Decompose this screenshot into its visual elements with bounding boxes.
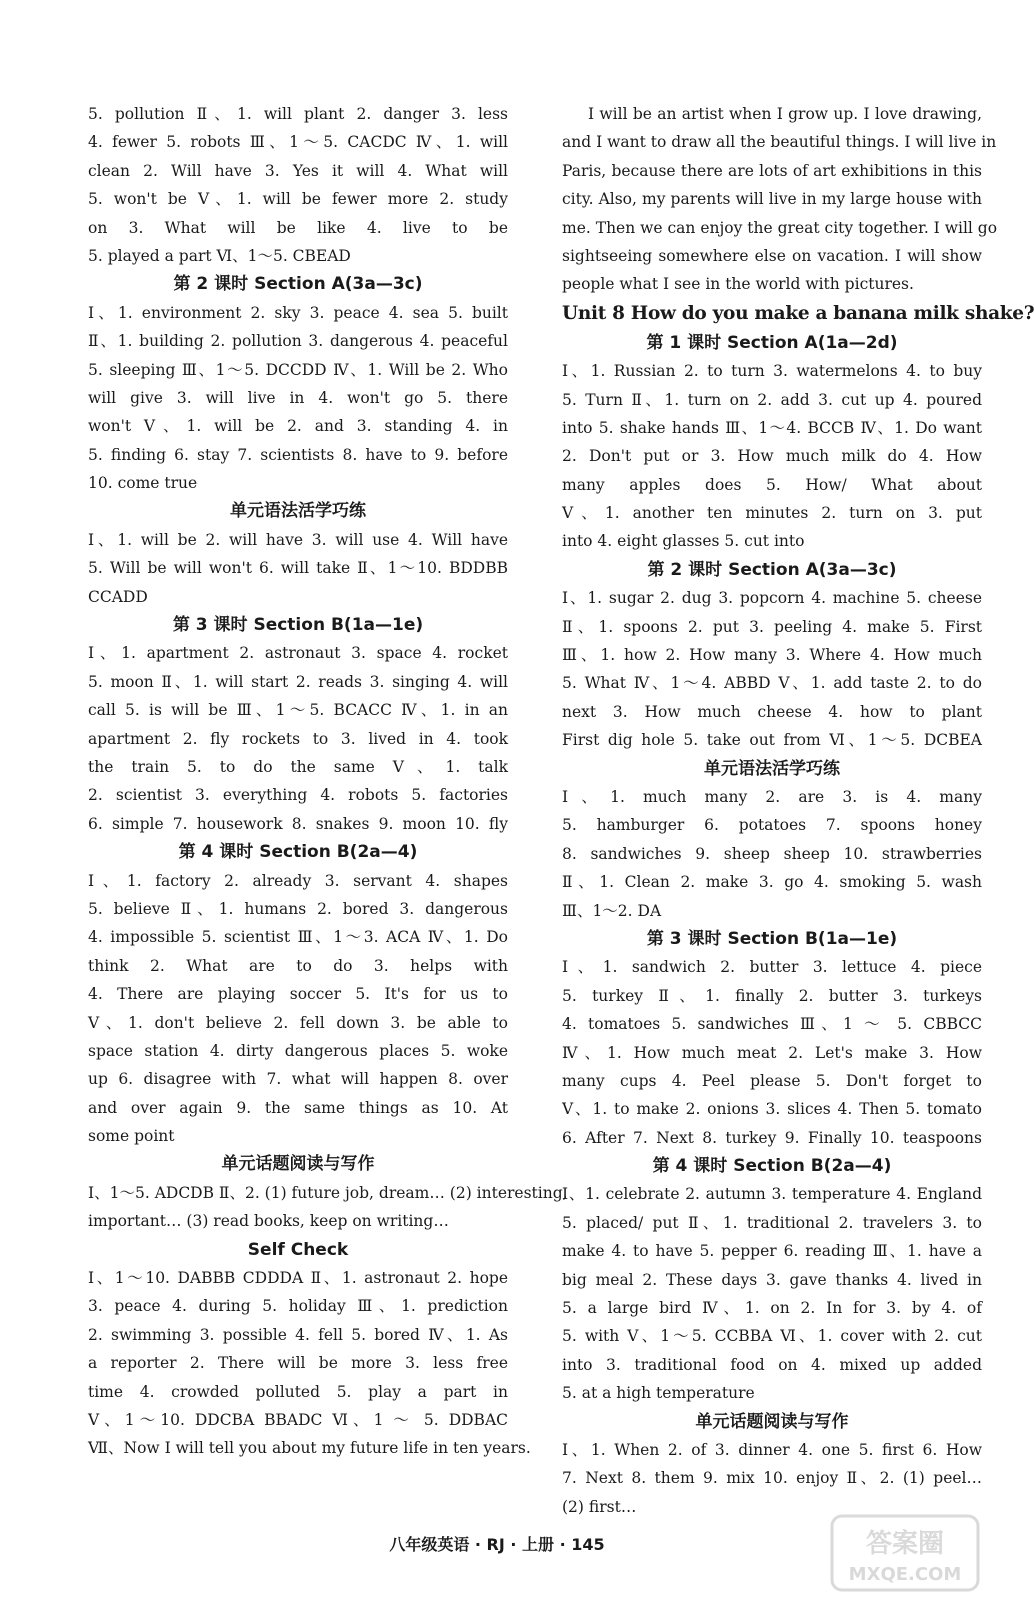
right-answer-line: 7. Next 8. them 9. mix 10. enjoy Ⅱ、2. (1) peel… [562,1469,982,1488]
right-answer-line: many cups 4. Peel please 5. Don't forget to [562,1071,982,1090]
left-answer-line: clean 2. Will have 3. Yes it will 4. What will [88,161,508,180]
right-answer-line: Ⅴ、1. to make 2. onions 3. slices 4. Then 5. tomato [562,1100,982,1119]
left-answer-line: 6. simple 7. housework 8. snakes 9. moon 10. fly [88,814,508,833]
left-answer-line: some point [88,1127,175,1146]
left-answer-line: Ⅰ、1. apartment 2. astronaut 3. space 4. rocket [88,644,508,663]
left-answer-line: 5. sleeping Ⅲ、1～5. DCCDD Ⅳ、1. Will be 2. Who [88,360,508,379]
left-section-heading: 第 3 课时 Section B(1a—1e) [172,615,424,636]
right-answer-line: many apples does 5. How/ What about [562,475,982,494]
svg-text:答案圈: 答案圈 [865,1529,945,1559]
left-section-heading: 第 4 课时 Section B(2a—4) [178,842,418,863]
left-answer-line: Ⅰ、1. will be 2. will have 3. will use 4. Will have [88,530,508,549]
left-section-heading: Self Check [247,1239,349,1260]
left-answer-line: will give 3. will live in 4. won't go 5. there [88,388,508,407]
right-unit-title: Unit 8 How do you make a banana milk shake? [562,302,1034,324]
left-section-heading: 单元话题阅读与写作 [221,1154,375,1175]
right-answer-line: into 3. traditional food on 4. mixed up added [562,1355,982,1374]
left-answer-line: 5. finding 6. stay 7. scientists 8. have to 9. before [88,445,508,464]
left-answer-line: Ⅰ、1～5. ADCDB Ⅱ、2. (1) future job, dream… (2) interesting, [88,1183,568,1202]
right-answer-line: Ⅳ、1. How much meat 2. Let's make 3. How [562,1043,982,1062]
right-answer-line: 5. a large bird Ⅳ、1. on 2. In for 3. by 4. of [562,1299,982,1318]
right-answer-line: next 3. How much cheese 4. how to plant [562,702,982,721]
right-answer-line: 6. After 7. Next 8. turkey 9. Finally 10. teaspoons [562,1128,982,1147]
right-answer-line: 5. placed/ put Ⅱ、1. traditional 2. travelers 3. to [562,1213,982,1232]
left-answer-line: Ⅴ、1. don't believe 2. fell down 3. be able to [88,1013,508,1032]
left-answer-line: Ⅱ、1. building 2. pollution 3. dangerous 4. peaceful [88,332,508,351]
left-answer-line: 5. Will be will won't 6. will take Ⅱ、1～10. BDDBB [88,559,508,578]
left-answer-line: Ⅰ、1. factory 2. already 3. servant 4. shapes [88,871,508,890]
left-answer-line: and over again 9. the same things as 10. At [88,1098,508,1117]
left-answer-line: space station 4. dirty dangerous places 5. woke [88,1041,508,1060]
right-answer-line: (2) first… [562,1497,637,1516]
svg-text:MXQE.COM: MXQE.COM [848,1564,962,1585]
right-answer-line: into 4. eight glasses 5. cut into [562,532,805,551]
left-answer-line: 5. played a part Ⅵ、1～5. CBEAD [88,246,351,265]
right-answer-line: people what I see in the world with pictures. [562,275,914,294]
right-answer-line: I will be an artist when I grow up. I love drawing, [588,105,982,123]
right-answer-line: city. Also, my parents will live in my large house with [562,190,982,209]
right-section-heading: 单元话题阅读与写作 [695,1411,849,1432]
left-answer-line: won't Ⅴ、1. will be 2. and 3. standing 4. in [88,417,508,436]
left-answer-line: Ⅰ、1. environment 2. sky 3. peace 4. sea 5. built [88,303,508,322]
left-answer-line: Ⅴ、1～10. DDCBA BBADC Ⅵ、1 ～ 5. DDBAC [88,1410,508,1429]
right-answer-line: 5. Turn Ⅱ、1. turn on 2. add 3. cut up 4. poured [562,390,982,409]
right-answer-line: Ⅲ、1. how 2. How many 3. Where 4. How much [562,646,982,665]
right-answer-line: 8. sandwiches 9. sheep sheep 10. strawberries [562,844,982,863]
right-answer-line: 5. at a high temperature [562,1384,755,1403]
right-answer-line: Ⅰ、1. much many 2. are 3. is 4. many [562,787,982,806]
right-answer-line: Ⅴ、1. another ten minutes 2. turn on 3. put [562,504,982,523]
right-answer-line: Paris, because there are lots of art exhibitions in this [562,161,982,180]
left-answer-line: the train 5. to do the same Ⅴ、1. talk [88,757,508,776]
right-answer-line: Ⅲ、1～2. DA [562,901,662,920]
right-answer-line: 5. What Ⅳ、1～4. ABBD Ⅴ、1. add taste 2. to do [562,674,982,693]
right-answer-line: make 4. to have 5. pepper 6. reading Ⅲ、1. have a [562,1242,982,1261]
right-answer-line: Ⅰ、1. Russian 2. to turn 3. watermelons 4. to buy [562,362,982,381]
left-section-heading: 第 2 课时 Section A(3a—3c) [173,274,423,295]
right-answer-line: big meal 2. These days 3. gave thanks 4. lived in [562,1270,982,1289]
left-answer-line: 2. swimming 3. possible 4. fell 5. bored Ⅳ、1. As [88,1325,508,1344]
right-answer-line: 4. tomatoes 5. sandwiches Ⅲ、1 ～ 5. CBBCC [562,1015,982,1034]
left-answer-line: 5. believe Ⅱ、1. humans 2. bored 3. dangerous [88,899,508,918]
left-answer-line: time 4. crowded polluted 5. play a part in [88,1382,508,1401]
left-answer-line: think 2. What are to do 3. helps with [88,956,508,975]
right-answer-line: 5. hamburger 6. potatoes 7. spoons honey [562,816,982,835]
footer-label: 八年级英语 · RJ · 上册 · [389,1535,572,1554]
right-answer-line: Ⅰ、1. celebrate 2. autumn 3. temperature 4. England [562,1185,982,1204]
right-section-heading: 第 4 课时 Section B(2a—4) [652,1156,892,1177]
right-answer-line: into 5. shake hands Ⅲ、1～4. BCCB Ⅳ、1. Do want [562,418,982,437]
right-section-heading: 单元语法活学巧练 [704,758,840,779]
right-answer-line: me. Then we can enjoy the great city together. I will go [562,218,998,237]
left-column [88,100,568,1463]
right-column [562,100,1034,1521]
right-section-heading: 第 2 课时 Section A(3a—3c) [647,559,897,580]
right-answer-line: 5. turkey Ⅱ、1. finally 2. butter 3. turkeys [562,986,982,1005]
watermark-logo [830,1514,980,1592]
left-answer-line: 4. impossible 5. scientist Ⅲ、1～3. ACA Ⅳ、1. Do [88,928,508,947]
right-answer-line: Ⅰ、1. sugar 2. dug 3. popcorn 4. machine 5. cheese [562,589,982,608]
left-answer-line: 5. moon Ⅱ、1. will start 2. reads 3. singing 4. will [88,672,508,691]
left-answer-line: apartment 2. fly rockets to 3. lived in 4. took [88,729,508,748]
right-answer-line: 5. with Ⅴ、1～5. CCBBA Ⅵ、1. cover with 2. cut [562,1327,982,1346]
right-answer-line: Ⅱ、1. Clean 2. make 3. go 4. smoking 5. wash [562,873,982,892]
right-section-heading: 第 3 课时 Section B(1a—1e) [646,928,898,949]
left-answer-line: 4. There are playing soccer 5. It's for us to [88,985,508,1004]
right-answer-line: Ⅰ、1. sandwich 2. butter 3. lettuce 4. piece [562,958,982,977]
left-answer-line: CCADD [88,587,148,606]
left-answer-line: 10. come true [88,474,198,493]
left-answer-line: 4. fewer 5. robots Ⅲ、1～5. CACDC Ⅳ、1. will [88,133,508,152]
page-number: 145 [571,1535,605,1554]
left-answer-line: Ⅰ、1～10. DABBB CDDDA Ⅱ、1. astronaut 2. hope [88,1269,508,1288]
right-answer-line: sightseeing somewhere else on vacation. I will show [562,246,982,265]
right-answer-line: Ⅱ、1. spoons 2. put 3. peeling 4. make 5. First [562,617,982,636]
left-answer-line: Ⅶ、Now I will tell you about my future life in ten years. [88,1439,531,1458]
right-answer-line: and I want to draw all the beautiful things. I will live in [562,133,997,152]
right-answer-line: First dig hole 5. take out from Ⅵ、1～5. DCBEA [562,731,982,750]
right-section-heading: 第 1 课时 Section A(1a—2d) [646,332,898,353]
left-section-heading: 单元语法活学巧练 [230,501,366,522]
left-answer-line: 3. peace 4. during 5. holiday Ⅲ、1. prediction [88,1297,508,1316]
right-answer-line: Ⅰ、1. When 2. of 3. dinner 4. one 5. first 6. How [562,1440,982,1459]
left-answer-line: call 5. is will be Ⅲ、1～5. BCACC Ⅳ、1. in an [88,701,508,720]
left-answer-line: up 6. disagree with 7. what will happen 8. over [88,1070,508,1089]
right-answer-line: 2. Don't put or 3. How much milk do 4. How [562,447,982,466]
left-answer-line: 5. won't be Ⅴ、1. will be fewer more 2. study [88,190,508,209]
left-answer-line: 5. pollution Ⅱ、1. will plant 2. danger 3. less [88,105,508,123]
left-answer-line: on 3. What will be like 4. live to be [88,218,508,237]
left-answer-line: a reporter 2. There will be more 3. less free [88,1354,508,1373]
left-answer-line: important… (3) read books, keep on writing… [88,1212,449,1231]
left-answer-line: 2. scientist 3. everything 4. robots 5. factories [88,786,508,805]
